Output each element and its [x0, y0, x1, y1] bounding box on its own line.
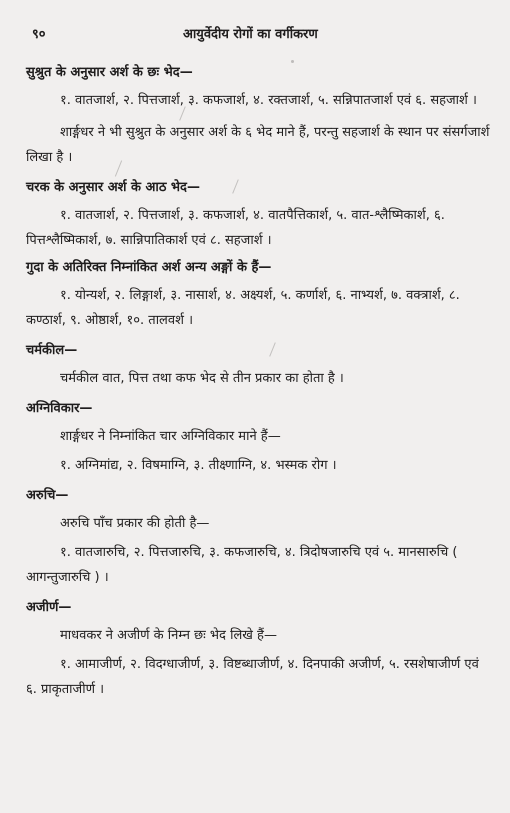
list-paragraph: १. वातजार्श, २. पित्तजार्श, ३. कफजार्श, ४. रक्तजार्श, ५. सन्निपातजार्श एवं ६. सहजार्श । [60, 93, 477, 108]
section-sushruta-arsha [26, 62, 490, 170]
section-ajeerna [26, 597, 490, 702]
section-charaka-arsha [26, 177, 490, 253]
section-aruchi [26, 485, 490, 590]
section-heading: अग्निविकार— [26, 401, 93, 416]
section-other-arsha [26, 257, 490, 333]
body-paragraph: माधवकर ने अजीर्ण के निम्न छः भेद लिखे हैं— [60, 628, 277, 643]
list-paragraph: १. अग्निमांद्य, २. विषमाग्नि, ३. तीक्ष्णाग्नि, ४. भस्मक रोग । [60, 458, 337, 473]
section-heading: चरक के अनुसार अर्श के आठ भेद— [26, 180, 200, 195]
section-heading: गुदा के अतिरिक्त निम्नांकित अर्श अन्य अङ्गों के हैं— [26, 260, 272, 275]
ink-speck [291, 60, 294, 63]
section-agnivikar [26, 398, 490, 478]
list-paragraph: १. वातजारुचि, २. पित्तजारुचि, ३. कफजारुचि, ४. त्रिदोषजारुचि एवं ५. मानसारुचि ( आगन्तुजारुचि ) । [26, 545, 458, 585]
section-charmakeel [26, 340, 490, 391]
list-paragraph: १. योन्यर्श, २. लिङ्गार्श, ३. नासार्श, ४. अक्ष्यर्श, ५. कर्णार्श, ६. नाभ्यर्श, ७. वक्त्रार्श, ८. कण्ठार्श, ९. ओष्ठार्श, १०. तालवर्श । [26, 288, 460, 328]
section-heading: अजीर्ण— [26, 600, 72, 615]
body-paragraph: अरुचि पाँच प्रकार की होती है— [60, 516, 210, 531]
section-heading: सुश्रुत के अनुसार अर्श के छः भेद— [26, 65, 193, 80]
running-head [26, 24, 490, 46]
body-paragraph: चर्मकील वात, पित्त तथा कफ भेद से तीन प्रकार का होता है । [60, 371, 344, 386]
chapter-title: आयुर्वेदीय रोगों का वर्गीकरण [183, 27, 318, 42]
page-number: ९० [32, 27, 46, 42]
section-heading: अरुचि— [26, 488, 69, 503]
body-paragraph: शार्ङ्गधर ने भी सुश्रुत के अनुसार अर्श के ६ भेद माने हैं, परन्तु सहजार्श के स्थान पर संसर्गजार्श लिखा है । [26, 125, 490, 165]
body-paragraph: शार्ङ्गधर ने निम्नांकित चार अग्निविकार माने हैं— [60, 429, 281, 444]
list-paragraph: १. वातजार्श, २. पित्तजार्श, ३. कफजार्श, ४. वातपैत्तिकार्श, ५. वात-श्लैष्मिकार्श, ६. पित्तश्लैष्मिकार्श, ७. सान्निपातिकार्श एवं ८. सहजार्श । [26, 208, 445, 248]
list-paragraph: १. आमाजीर्ण, २. विदग्धाजीर्ण, ३. विष्टब्धाजीर्ण, ४. दिनपाकी अजीर्ण, ५. रसशेषाजीर्ण एवं ६. प्राकृताजीर्ण । [26, 657, 479, 697]
section-heading: चर्मकील— [26, 343, 78, 358]
